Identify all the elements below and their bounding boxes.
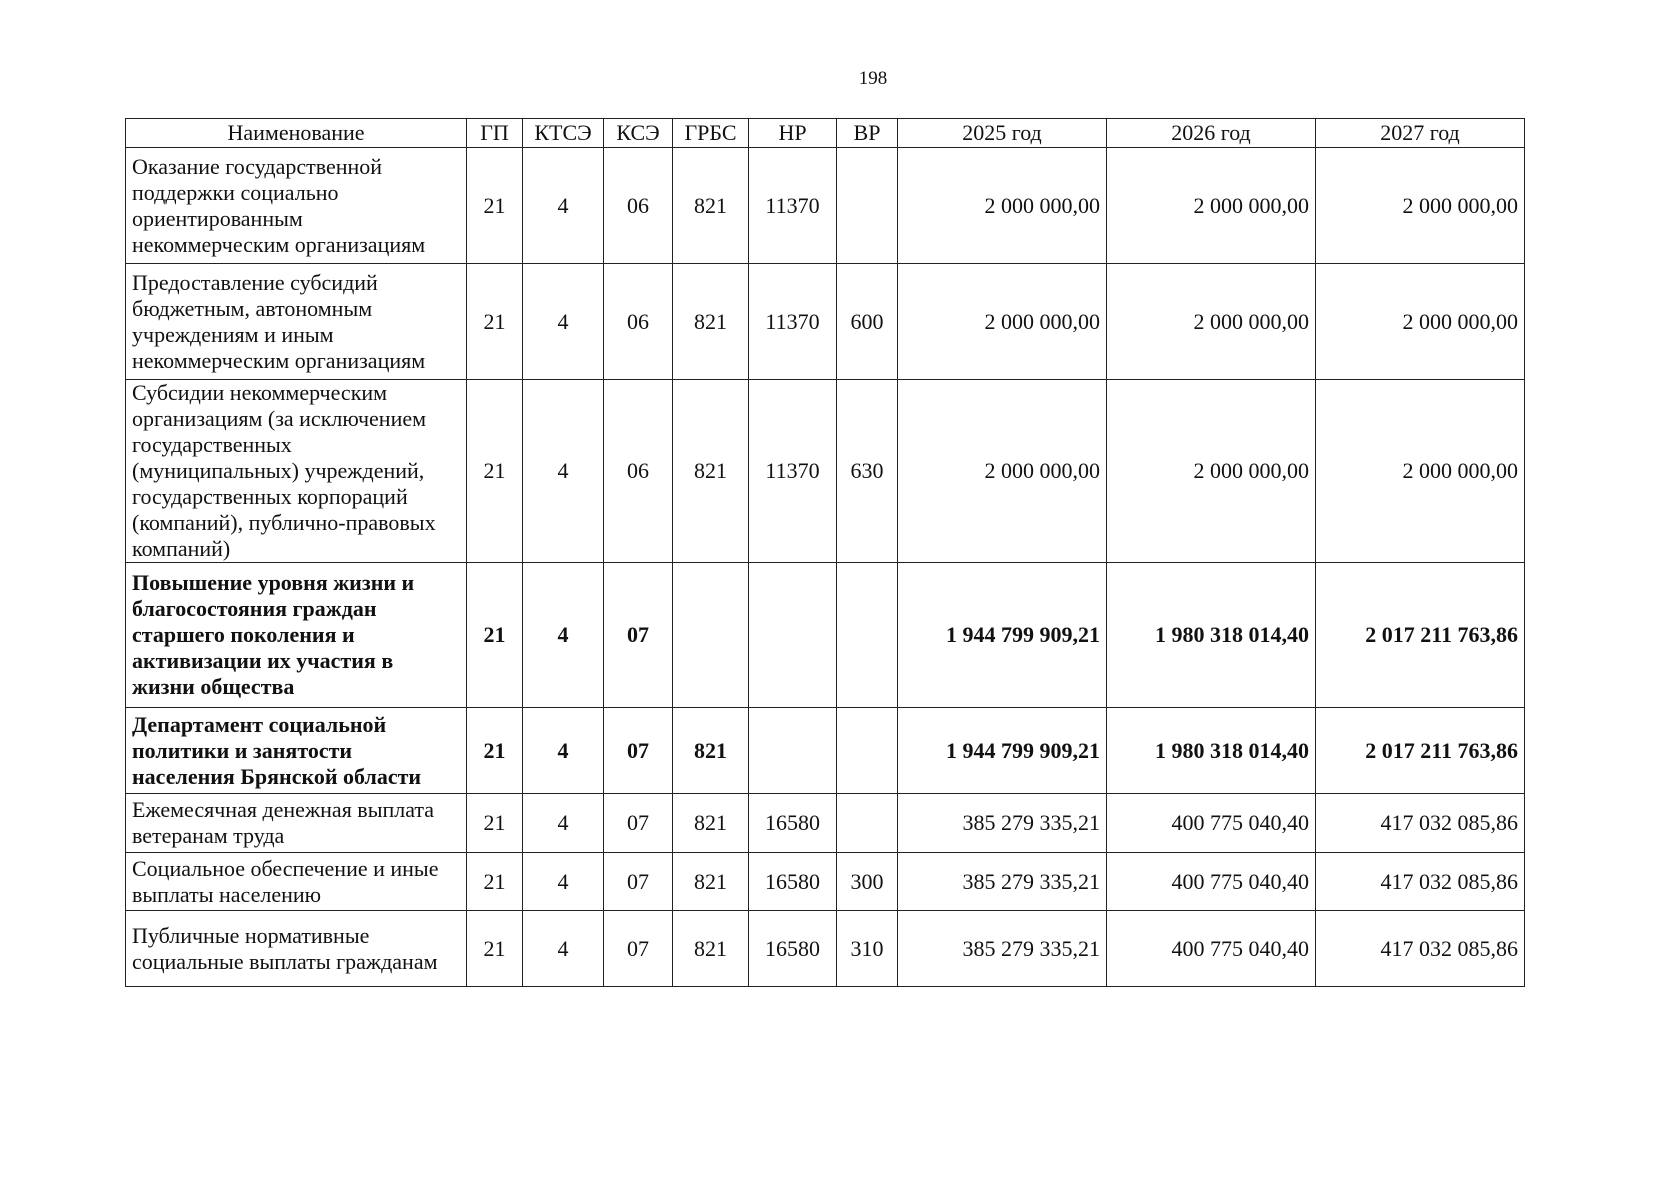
budget-table — [125, 118, 1525, 987]
row-2025-cell: 385 279 335,21 — [898, 853, 1107, 911]
row-kse-cell: 06 — [604, 148, 673, 264]
row-gp-cell: 21 — [467, 563, 523, 708]
row-kse-cell: 07 — [604, 794, 673, 853]
row-ktse-cell: 4 — [523, 148, 604, 264]
row-name-cell: Ежемесячная денежная выплата ветеранам труда — [126, 794, 467, 853]
row-2026-cell: 2 000 000,00 — [1107, 264, 1316, 380]
table-row — [126, 264, 1525, 380]
row-2027-cell: 417 032 085,86 — [1316, 853, 1525, 911]
row-2026-cell: 2 000 000,00 — [1107, 148, 1316, 264]
header-2025: 2025 год — [898, 119, 1107, 148]
row-2025-cell: 385 279 335,21 — [898, 911, 1107, 987]
row-grbs-cell — [673, 563, 749, 708]
header-gp: ГП — [467, 119, 523, 148]
header-vr: ВР — [837, 119, 898, 148]
row-nr-cell: 16580 — [749, 794, 837, 853]
row-2027-cell: 2 000 000,00 — [1316, 380, 1525, 563]
row-nr-cell: 16580 — [749, 911, 837, 987]
row-2025-cell: 2 000 000,00 — [898, 380, 1107, 563]
row-vr-cell — [837, 708, 898, 794]
row-gp-cell: 21 — [467, 148, 523, 264]
row-vr-cell: 630 — [837, 380, 898, 563]
row-nr-cell: 11370 — [749, 148, 837, 264]
row-name-cell: Оказание государственной поддержки социально ориентированным некоммерческим организациям — [126, 148, 467, 264]
row-ktse-cell: 4 — [523, 911, 604, 987]
row-gp-cell: 21 — [467, 708, 523, 794]
row-2027-cell: 2 000 000,00 — [1316, 148, 1525, 264]
row-grbs-cell: 821 — [673, 911, 749, 987]
table-row — [126, 794, 1525, 853]
row-ktse-cell: 4 — [523, 380, 604, 563]
page-number: 198 — [858, 68, 888, 89]
row-kse-cell: 07 — [604, 911, 673, 987]
row-gp-cell: 21 — [467, 264, 523, 380]
header-kse: КСЭ — [604, 119, 673, 148]
table-row — [126, 911, 1525, 987]
row-nr-cell: 11370 — [749, 264, 837, 380]
row-kse-cell: 07 — [604, 563, 673, 708]
row-2027-cell: 417 032 085,86 — [1316, 794, 1525, 853]
row-grbs-cell: 821 — [673, 708, 749, 794]
row-vr-cell — [837, 563, 898, 708]
row-ktse-cell: 4 — [523, 264, 604, 380]
table-row — [126, 563, 1525, 708]
header-grbs: ГРБС — [673, 119, 749, 148]
table-row — [126, 148, 1525, 264]
row-vr-cell — [837, 794, 898, 853]
row-vr-cell — [837, 148, 898, 264]
row-kse-cell: 06 — [604, 380, 673, 563]
row-2025-cell: 1 944 799 909,21 — [898, 563, 1107, 708]
table-body — [126, 148, 1525, 987]
row-nr-cell — [749, 563, 837, 708]
row-2026-cell: 1 980 318 014,40 — [1107, 708, 1316, 794]
row-name-cell: Департамент социальной политики и занятости населения Брянской области — [126, 708, 467, 794]
row-kse-cell: 06 — [604, 264, 673, 380]
row-name-cell: Повышение уровня жизни и благосостояния граждан старшего поколения и активизации их участия в жизни общества — [126, 563, 467, 708]
row-2026-cell: 1 980 318 014,40 — [1107, 563, 1316, 708]
row-grbs-cell: 821 — [673, 380, 749, 563]
row-ktse-cell: 4 — [523, 853, 604, 911]
header-2026: 2026 год — [1107, 119, 1316, 148]
row-grbs-cell: 821 — [673, 148, 749, 264]
row-name-cell: Социальное обеспечение и иные выплаты населению — [126, 853, 467, 911]
row-name-cell: Предоставление субсидий бюджетным, автономным учреждениям и иным некоммерческим организациям — [126, 264, 467, 380]
row-nr-cell: 16580 — [749, 853, 837, 911]
row-2027-cell: 2 000 000,00 — [1316, 264, 1525, 380]
table-header-row — [126, 119, 1525, 148]
table-row — [126, 380, 1525, 563]
row-name-cell: Публичные нормативные социальные выплаты гражданам — [126, 911, 467, 987]
row-2026-cell: 400 775 040,40 — [1107, 853, 1316, 911]
row-kse-cell: 07 — [604, 708, 673, 794]
row-2027-cell: 2 017 211 763,86 — [1316, 563, 1525, 708]
row-gp-cell: 21 — [467, 853, 523, 911]
row-ktse-cell: 4 — [523, 563, 604, 708]
row-2025-cell: 385 279 335,21 — [898, 794, 1107, 853]
row-vr-cell: 300 — [837, 853, 898, 911]
row-vr-cell: 600 — [837, 264, 898, 380]
table-row — [126, 853, 1525, 911]
row-2026-cell: 400 775 040,40 — [1107, 911, 1316, 987]
row-gp-cell: 21 — [467, 380, 523, 563]
row-grbs-cell: 821 — [673, 853, 749, 911]
row-nr-cell: 11370 — [749, 380, 837, 563]
row-2026-cell: 2 000 000,00 — [1107, 380, 1316, 563]
row-2027-cell: 2 017 211 763,86 — [1316, 708, 1525, 794]
row-grbs-cell: 821 — [673, 264, 749, 380]
row-nr-cell — [749, 708, 837, 794]
row-2025-cell: 2 000 000,00 — [898, 264, 1107, 380]
header-name: Наименование — [126, 119, 467, 148]
header-2027: 2027 год — [1316, 119, 1525, 148]
row-kse-cell: 07 — [604, 853, 673, 911]
row-grbs-cell: 821 — [673, 794, 749, 853]
table-row — [126, 708, 1525, 794]
row-2025-cell: 2 000 000,00 — [898, 148, 1107, 264]
header-nr: НР — [749, 119, 837, 148]
row-vr-cell: 310 — [837, 911, 898, 987]
row-ktse-cell: 4 — [523, 794, 604, 853]
header-ktse: КТСЭ — [523, 119, 604, 148]
row-2025-cell: 1 944 799 909,21 — [898, 708, 1107, 794]
row-ktse-cell: 4 — [523, 708, 604, 794]
row-name-cell: Субсидии некоммерческим организациям (за исключением государственных (муниципальных) учреждений, государственных корпораций (компаний), публично-правовых компаний) — [126, 380, 467, 563]
row-gp-cell: 21 — [467, 794, 523, 853]
row-2027-cell: 417 032 085,86 — [1316, 911, 1525, 987]
row-gp-cell: 21 — [467, 911, 523, 987]
row-2026-cell: 400 775 040,40 — [1107, 794, 1316, 853]
